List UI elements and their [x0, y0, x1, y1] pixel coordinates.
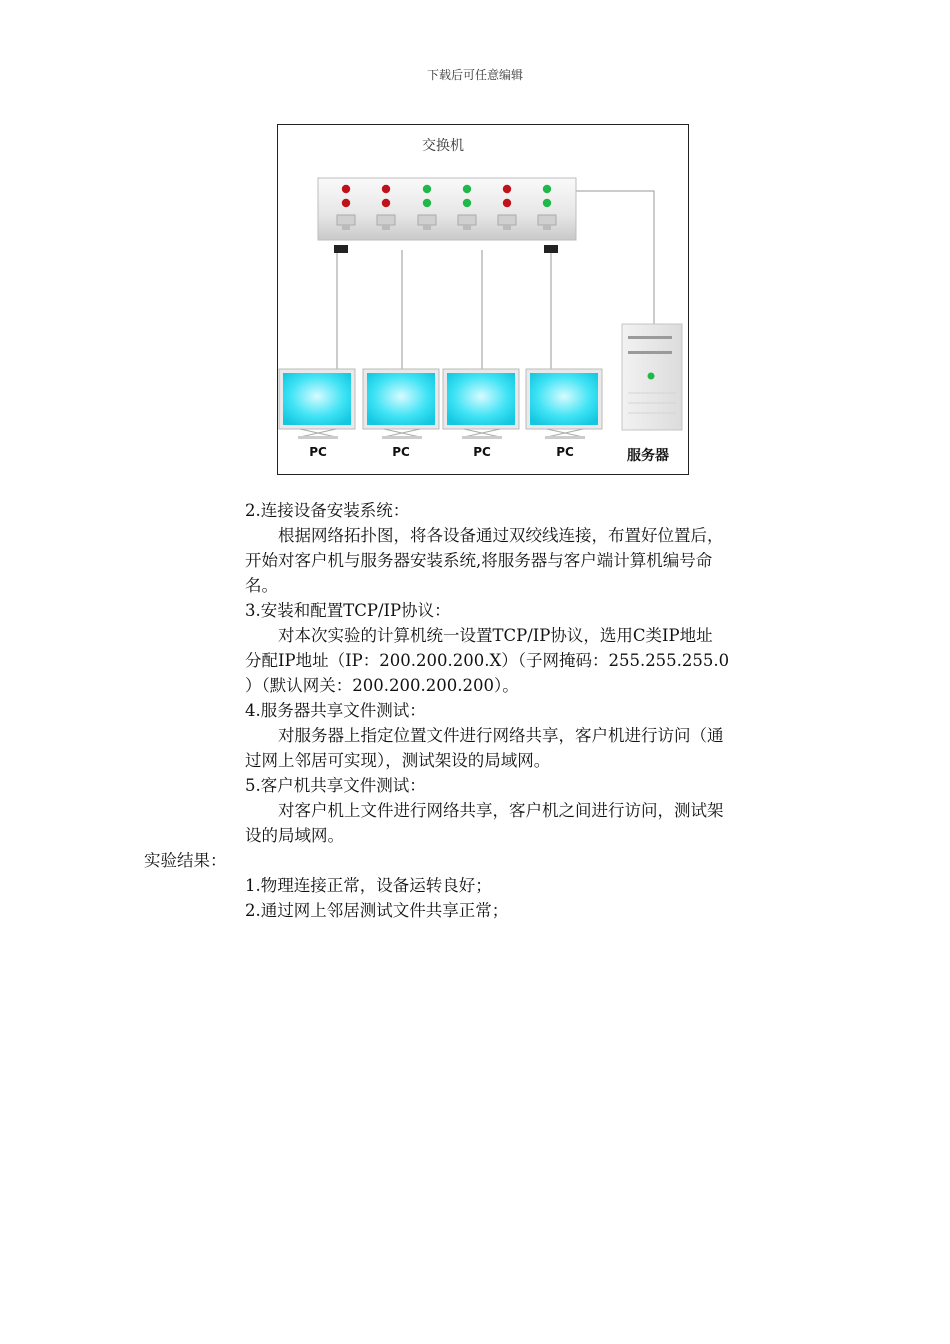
- switch-device: [318, 178, 576, 253]
- step4-title: 4.服务器共享文件测试：: [245, 701, 426, 720]
- step3-title: 3.安装和配置TCP/IP协议：: [245, 601, 451, 620]
- step4-line-1: 对服务器上指定位置文件进行网络共享，客户机进行访问（通: [278, 726, 724, 745]
- result-item-1: 1.物理连接正常，设备运转良好；: [245, 876, 492, 895]
- step2-title: 2.连接设备安装系统：: [245, 501, 410, 520]
- step2-line-2: 开始对客户机与服务器安装系统,将服务器与客户端计算机编号命: [245, 551, 713, 570]
- switch-label: 交换机: [422, 138, 464, 154]
- step3-line-2: 分配IP地址（IP：200.200.200.X）（子网掩码：255.255.255.0: [245, 651, 730, 670]
- pc-label-2: PC: [392, 445, 410, 459]
- step4-line-2: 过网上邻居可实现），测试架设的局域网。: [245, 751, 551, 770]
- topology-graphic: [278, 125, 688, 474]
- pc-label-1: PC: [309, 445, 327, 459]
- pc-label-3: PC: [473, 445, 491, 459]
- step5-line-2: 设的局域网。: [245, 826, 344, 845]
- pc-monitor-4: [526, 369, 602, 439]
- pc-label-4: PC: [556, 445, 574, 459]
- step3-line-1: 对本次实验的计算机统一设置TCP/IP协议，选用C类IP地址: [278, 626, 713, 645]
- step5-title: 5.客户机共享文件测试：: [245, 776, 426, 795]
- page-header: 下载后可任意编辑: [426, 68, 523, 82]
- pc-monitor-3: [443, 369, 519, 439]
- pc-monitor-2: [363, 369, 439, 439]
- result-heading: 实验结果：: [144, 851, 227, 870]
- step2-line-1: 根据网络拓扑图，将各设备通过双绞线连接，布置好位置后，: [278, 526, 724, 545]
- cable-server: [576, 191, 654, 324]
- network-topology-diagram: [277, 124, 689, 475]
- step2-line-3: 名。: [245, 576, 278, 595]
- result-item-2: 2.通过网上邻居测试文件共享正常；: [245, 901, 509, 920]
- server-tower: [622, 324, 682, 430]
- step3-line-3: ）（默认网关：200.200.200.200）。: [245, 676, 519, 695]
- server-label: 服务器: [627, 448, 669, 464]
- step5-line-1: 对客户机上文件进行网络共享，客户机之间进行访问，测试架: [278, 801, 724, 820]
- pc-monitor-1: [279, 369, 355, 439]
